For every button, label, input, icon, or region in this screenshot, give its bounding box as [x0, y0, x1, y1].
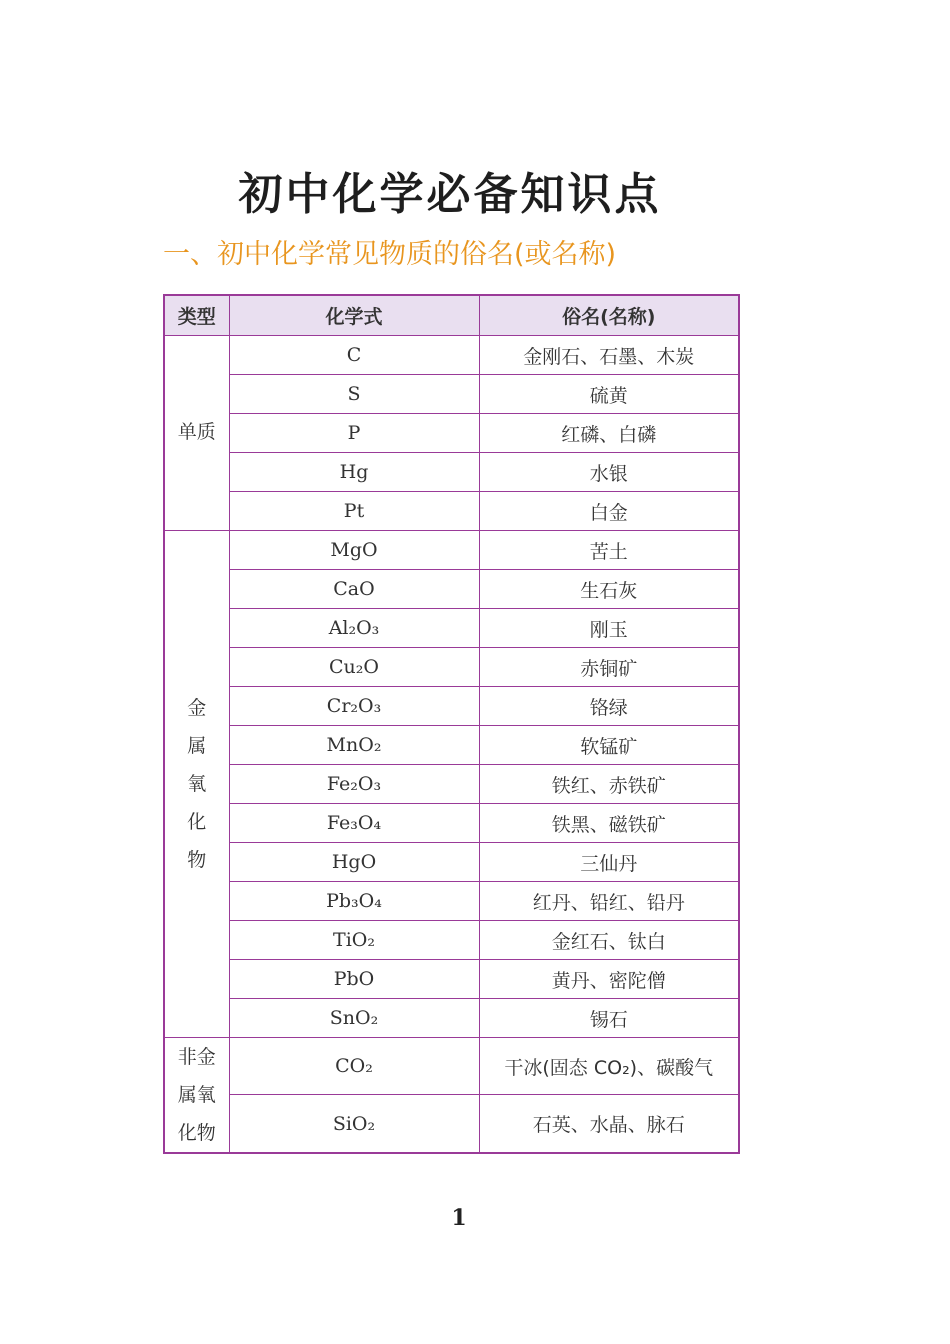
formula-cell: P — [229, 414, 479, 453]
table-row — [164, 687, 739, 726]
common-name-cell: 赤铜矿 — [479, 648, 739, 687]
table-row — [164, 609, 739, 648]
common-name-cell: 金红石、钛白 — [479, 921, 739, 960]
common-name-cell: 铁黑、磁铁矿 — [479, 804, 739, 843]
table-row — [164, 570, 739, 609]
common-name-cell: 铁红、赤铁矿 — [479, 765, 739, 804]
common-name-cell: 干冰(固态 CO₂)、碳酸气 — [479, 1038, 739, 1095]
table-row — [164, 843, 739, 882]
formula-cell: CO₂ — [229, 1038, 479, 1095]
table-row — [164, 765, 739, 804]
table-row — [164, 414, 739, 453]
formula-cell: HgO — [229, 843, 479, 882]
header-name: 俗名(名称) — [479, 295, 739, 336]
table-row — [164, 1095, 739, 1153]
formula-cell: C — [229, 336, 479, 375]
common-name-cell: 白金 — [479, 492, 739, 531]
common-name-cell: 硫黄 — [479, 375, 739, 414]
common-name-cell: 金刚石、石墨、木炭 — [479, 336, 739, 375]
formula-cell: SnO₂ — [229, 999, 479, 1038]
table-row — [164, 804, 739, 843]
category-cell — [164, 531, 229, 1038]
common-name-cell: 三仙丹 — [479, 843, 739, 882]
table-row — [164, 1038, 739, 1095]
table-row — [164, 492, 739, 531]
formula-cell: Pb₃O₄ — [229, 882, 479, 921]
common-name-cell: 黄丹、密陀僧 — [479, 960, 739, 999]
table-row — [164, 648, 739, 687]
table-row — [164, 375, 739, 414]
formula-cell: Hg — [229, 453, 479, 492]
table-row — [164, 960, 739, 999]
common-name-cell: 软锰矿 — [479, 726, 739, 765]
formula-cell: Pt — [229, 492, 479, 531]
table-row — [164, 336, 739, 375]
category-cell: 单质 — [164, 336, 229, 531]
header-formula: 化学式 — [229, 295, 479, 336]
category-text: 非金属氧化物 — [177, 1046, 216, 1144]
formula-cell: Fe₂O₃ — [229, 765, 479, 804]
category-text: 金属氧化物 — [187, 697, 207, 871]
common-name-cell: 红丹、铅红、铅丹 — [479, 882, 739, 921]
formula-cell: Cr₂O₃ — [229, 687, 479, 726]
formula-cell: MnO₂ — [229, 726, 479, 765]
table-row — [164, 453, 739, 492]
formula-cell: Cu₂O — [229, 648, 479, 687]
formula-cell: Al₂O₃ — [229, 609, 479, 648]
table-row — [164, 726, 739, 765]
common-name-cell: 生石灰 — [479, 570, 739, 609]
names-table — [163, 294, 740, 1154]
formula-cell: Fe₃O₄ — [229, 804, 479, 843]
table-row — [164, 531, 739, 570]
common-name-cell: 水银 — [479, 453, 739, 492]
formula-cell: TiO₂ — [229, 921, 479, 960]
table-row — [164, 882, 739, 921]
page-number: 1 — [451, 1205, 467, 1231]
formula-cell: CaO — [229, 570, 479, 609]
header-type: 类型 — [164, 295, 229, 336]
common-name-cell: 红磷、白磷 — [479, 414, 739, 453]
formula-cell: MgO — [229, 531, 479, 570]
category-cell — [164, 1038, 229, 1154]
formula-cell: S — [229, 375, 479, 414]
common-name-cell: 石英、水晶、脉石 — [479, 1095, 739, 1153]
section-heading: 一、初中化学常见物质的俗名(或名称) — [163, 239, 617, 270]
formula-cell: PbO — [229, 960, 479, 999]
page-title: 初中化学必备知识点 — [238, 169, 662, 220]
common-name-cell: 铬绿 — [479, 687, 739, 726]
table-row — [164, 999, 739, 1038]
formula-cell: SiO₂ — [229, 1095, 479, 1153]
common-name-cell: 苦土 — [479, 531, 739, 570]
common-name-cell: 刚玉 — [479, 609, 739, 648]
common-name-cell: 锡石 — [479, 999, 739, 1038]
table-row — [164, 921, 739, 960]
